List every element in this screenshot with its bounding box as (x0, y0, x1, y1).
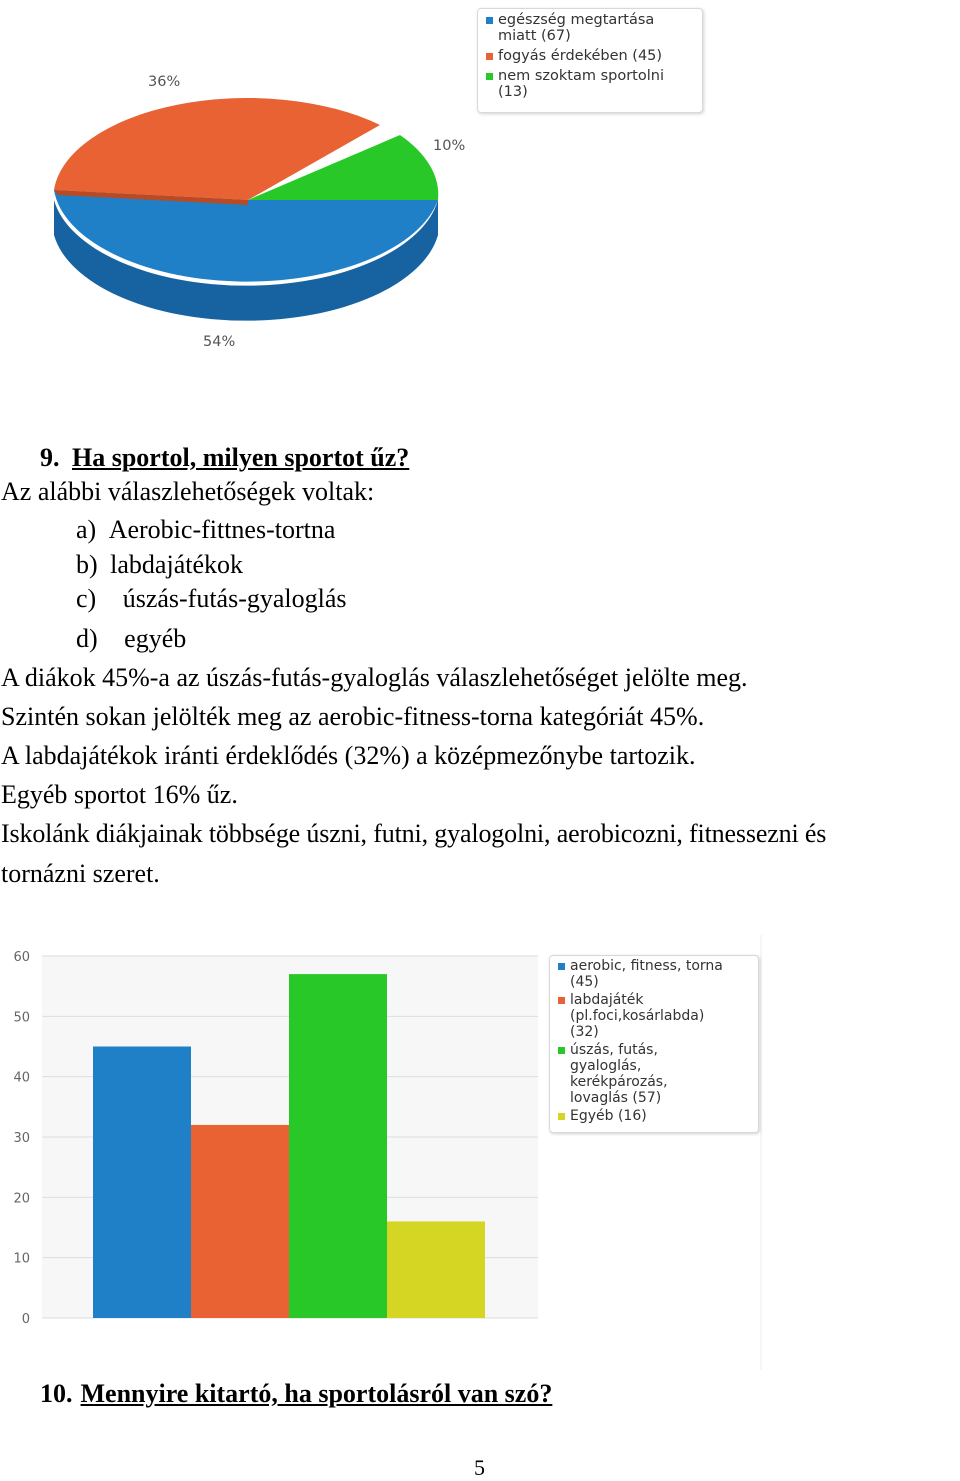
pie-legend-item (484, 48, 696, 64)
legend-label: miatt (67) (498, 28, 571, 44)
paragraph-line: A labdajátékok iránti érdeklődés (32%) a középmezőnybe tartozik. (1, 741, 696, 770)
bar-legend-item (556, 992, 752, 1040)
pie-label-green: 10% (433, 138, 466, 154)
pie-chart (40, 55, 460, 355)
legend-label: lovaglás (57) (570, 1090, 662, 1106)
legend-label: kerékpározás, (570, 1074, 668, 1090)
y-tick-label: 60 (13, 950, 30, 965)
legend-swatch (558, 1047, 565, 1054)
legend-label: (45) (570, 974, 599, 990)
paragraph-line: Iskolánk diákjainak többsége úszni, futni, gyalogolni, aerobicozni, fitnessezni és (1, 819, 827, 848)
paragraph-line: A diákok 45%-a az úszás-futás-gyaloglás válaszlehetőséget jelölte meg. (1, 663, 748, 692)
bar (191, 1125, 289, 1318)
y-tick-label: 10 (13, 1251, 30, 1267)
section10-title: Mennyire kitartó, ha sportolásról van szó? (80, 1379, 553, 1408)
legend-swatch (558, 1113, 565, 1120)
option-letter: c) (76, 584, 97, 613)
bar (387, 1221, 485, 1318)
bar (93, 1047, 191, 1319)
section9-intro: Az alábbi válaszlehetőségek voltak: (1, 477, 375, 506)
section9-heading (40, 443, 409, 473)
legend-swatch (486, 17, 493, 24)
option-text: labdajátékok (110, 550, 244, 579)
bar-legend-item (556, 1108, 752, 1124)
option-item (76, 550, 243, 580)
y-tick-label: 50 (13, 1010, 30, 1026)
option-text: úszás-futás-gyaloglás (122, 584, 347, 613)
pie-legend (477, 8, 703, 113)
section9-number: 9. (40, 443, 60, 472)
legend-label: (pl.foci,kosárlabda) (570, 1008, 705, 1024)
option-text: egyéb (124, 624, 187, 653)
bar-legend-item (556, 958, 752, 990)
legend-label: fogyás érdekében (45) (498, 48, 663, 64)
pie-legend-item (484, 68, 696, 100)
paragraph-line: tornázni szeret. (1, 859, 160, 888)
legend-swatch (558, 997, 565, 1004)
y-tick-label: 20 (13, 1191, 30, 1207)
legend-label: nem szoktam sportolni (498, 68, 664, 84)
option-item (76, 584, 347, 614)
section10-number: 10. (40, 1379, 73, 1408)
legend-label: aerobic, fitness, torna (570, 958, 723, 974)
pie-label-orange: 36% (148, 74, 181, 90)
pie-label-blue: 54% (203, 334, 236, 350)
legend-label: úszás, futás, (570, 1042, 658, 1058)
page-number: 5 (474, 1455, 485, 1480)
bar (289, 974, 387, 1318)
legend-swatch (558, 963, 565, 970)
legend-swatch (486, 73, 493, 80)
section9-title: Ha sportol, milyen sportot űz? (72, 443, 410, 472)
legend-label: Egyéb (16) (570, 1108, 647, 1124)
bar-legend (549, 955, 759, 1133)
legend-label: labdajáték (570, 992, 644, 1008)
option-text: Aerobic-fittnes-tortna (108, 515, 336, 544)
legend-label: gyaloglás, (570, 1058, 642, 1074)
option-item (76, 624, 186, 654)
paragraph-line: Szintén sokan jelölték meg az aerobic-fitness-torna kategóriát 45%. (1, 702, 705, 731)
option-item (76, 515, 335, 545)
section10-heading (40, 1379, 552, 1409)
pie-legend-item (484, 12, 696, 44)
option-letter: b) (76, 550, 98, 579)
bar-legend-item (556, 1042, 752, 1106)
legend-swatch (486, 53, 493, 60)
paragraph-line: Egyéb sportot 16% űz. (1, 780, 238, 809)
y-tick-label: 40 (13, 1070, 30, 1086)
y-tick-label: 30 (13, 1131, 30, 1146)
option-letter: a) (76, 515, 97, 544)
y-tick-label: 0 (21, 1312, 30, 1327)
option-letter: d) (76, 624, 98, 653)
legend-label: (32) (570, 1024, 599, 1040)
legend-label: egészség megtartása (498, 12, 655, 28)
legend-label: (13) (498, 84, 528, 100)
y-axis (13, 950, 30, 1327)
